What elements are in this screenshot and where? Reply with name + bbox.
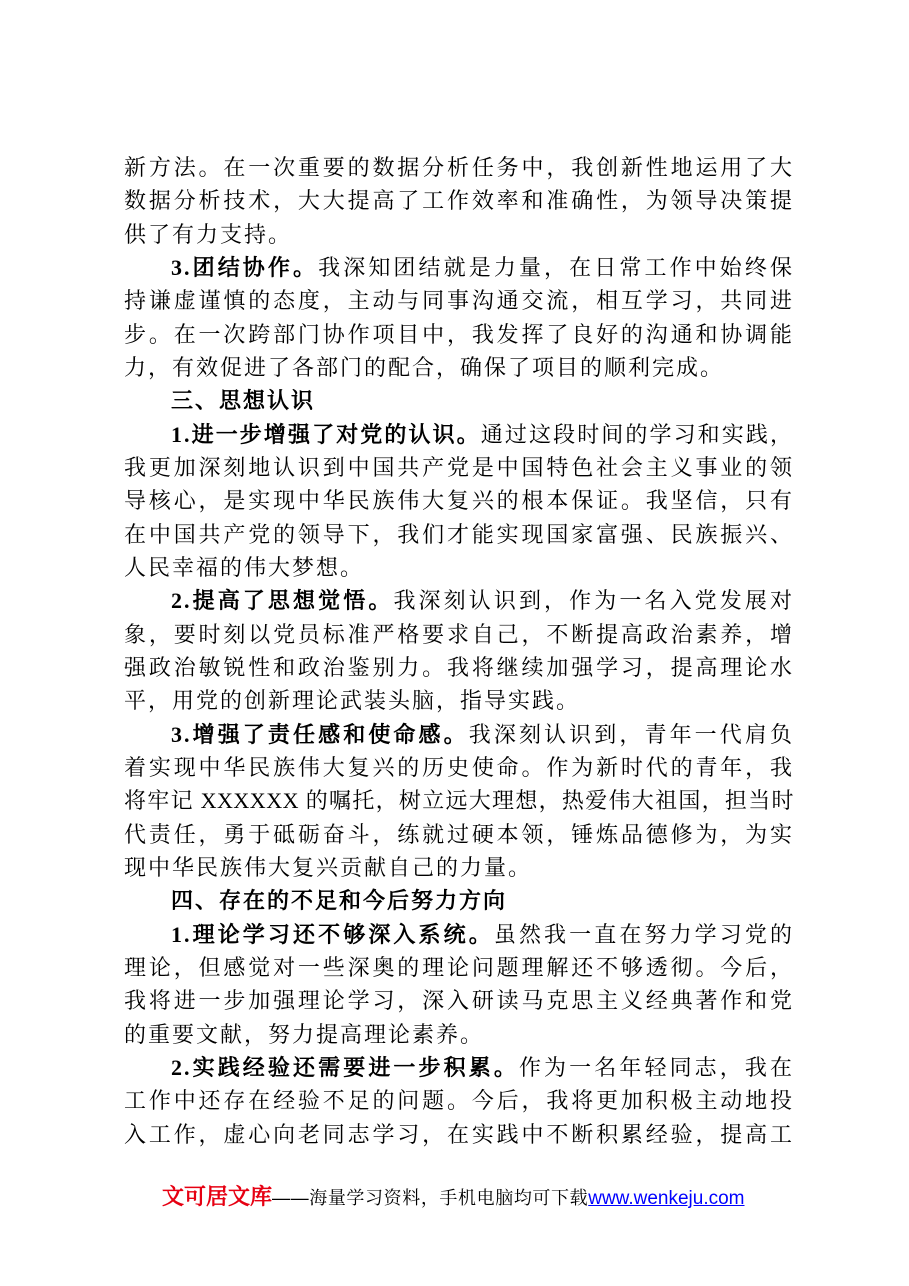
text-line: 数据分析技术，大大提高了工作效率和准确性，为领导决策提: [124, 188, 794, 214]
document-body: [124, 151, 794, 1151]
item-text: 虽然我一直在努力学习党的: [493, 921, 794, 947]
list-item-teamwork: [124, 251, 794, 384]
footer-brand: 文可居文库: [162, 1184, 273, 1209]
text-line: 代责任，勇于砥砺奋斗，练就过硬本领，锤炼品德修为，为实: [124, 821, 794, 847]
text-line: 供了有力支持。: [124, 221, 293, 247]
text-line: 的重要文献，努力提高理论素养。: [124, 1021, 485, 1047]
item-text: 通过这段时间的学习和实践，: [480, 421, 794, 447]
text-line: 现中华民族伟大复兴贡献自己的力量。: [124, 854, 533, 880]
section-shortcomings: [124, 884, 794, 1151]
list-item: [124, 418, 794, 585]
text-line: 在中国共产党的领导下，我们才能实现国家富强、民族振兴、: [124, 521, 794, 547]
text-line: 力，有效促进了各部门的配合，确保了项目的顺利完成。: [124, 354, 725, 380]
footer-banner: [162, 1182, 745, 1212]
text-line: 新方法。在一次重要的数据分析任务中，我创新性地运用了大: [124, 155, 794, 180]
paragraph-continued: [124, 151, 794, 251]
text-line: 平，用党的创新理论武装头脑，指导实践。: [124, 688, 581, 714]
item-lead: 1.理论学习还不够深入系统。: [171, 921, 494, 947]
text-line: 将牢记 XXXXXX 的嘱托，树立远大理想，热爱伟大祖国，担当时: [124, 788, 794, 814]
text-line: 持谦虚谨慎的态度，主动与同事沟通交流，相互学习，共同进: [124, 288, 794, 314]
section-heading: 三、思想认识: [171, 388, 316, 414]
footer-tagline: ——海量学习资料，手机电脑均可下载: [272, 1188, 589, 1208]
text-line: [124, 718, 794, 751]
item-lead: 2.实践经验还需要进一步积累。: [171, 1054, 519, 1080]
text-line: 强政治敏锐性和政治鉴别力。我将继续加强学习，提高理论水: [124, 654, 794, 680]
text-line: 步。在一次跨部门协作项目中，我发挥了良好的沟通和协调能: [124, 321, 794, 347]
text-line: [124, 251, 794, 284]
text-line: 导核心，是实现中华民族伟大复兴的根本保证。我坚信，只有: [124, 488, 794, 514]
item-text: 作为一名年轻同志，我在: [518, 1054, 794, 1080]
item-text: 我深刻认识到，作为一名入党发展对: [393, 588, 794, 614]
text-line: 象，要时刻以党员标准严格要求自己，不断提高政治素养，增: [124, 621, 794, 647]
text-line: [124, 418, 794, 451]
text-line: [124, 918, 794, 951]
list-item: [124, 918, 794, 1051]
text-line: 工作中还存在经验不足的问题。今后，我将更加积极主动地投: [124, 1088, 794, 1114]
item-lead: 2.提高了思想觉悟。: [171, 588, 394, 614]
list-item: [124, 1051, 794, 1151]
text-line: 我将进一步加强理论学习，深入研读马克思主义经典著作和党: [124, 988, 794, 1014]
item-text: 我深刻认识到，青年一代肩负: [468, 721, 794, 747]
text-line: 我更加深刻地认识到中国共产党是中国特色社会主义事业的领: [124, 454, 794, 480]
text-line: 着实现中华民族伟大复兴的历史使命。作为新时代的青年，我: [124, 754, 794, 780]
item-lead: 3.增强了责任感和使命感。: [171, 721, 469, 747]
item-lead: 1.进一步增强了对党的认识。: [171, 421, 481, 447]
item-lead: 3.团结协作。: [171, 254, 319, 280]
text-line: [124, 584, 794, 617]
footer-website-link[interactable]: www.wenkeju.com: [588, 1188, 745, 1209]
item-text: 我深知团结就是力量，在日常工作中始终保: [318, 254, 794, 280]
section-heading: 四、存在的不足和今后努力方向: [171, 888, 508, 914]
section-thinking: [124, 384, 794, 884]
text-line: 入工作，虚心向老同志学习，在实践中不断积累经验，提高工: [124, 1121, 794, 1147]
text-line: [124, 1051, 794, 1084]
list-item: [124, 584, 794, 717]
text-line: 人民幸福的伟大梦想。: [124, 554, 365, 580]
text-line: 理论，但感觉对一些深奥的理论问题理解还不够透彻。今后，: [124, 954, 794, 980]
list-item: [124, 718, 794, 885]
